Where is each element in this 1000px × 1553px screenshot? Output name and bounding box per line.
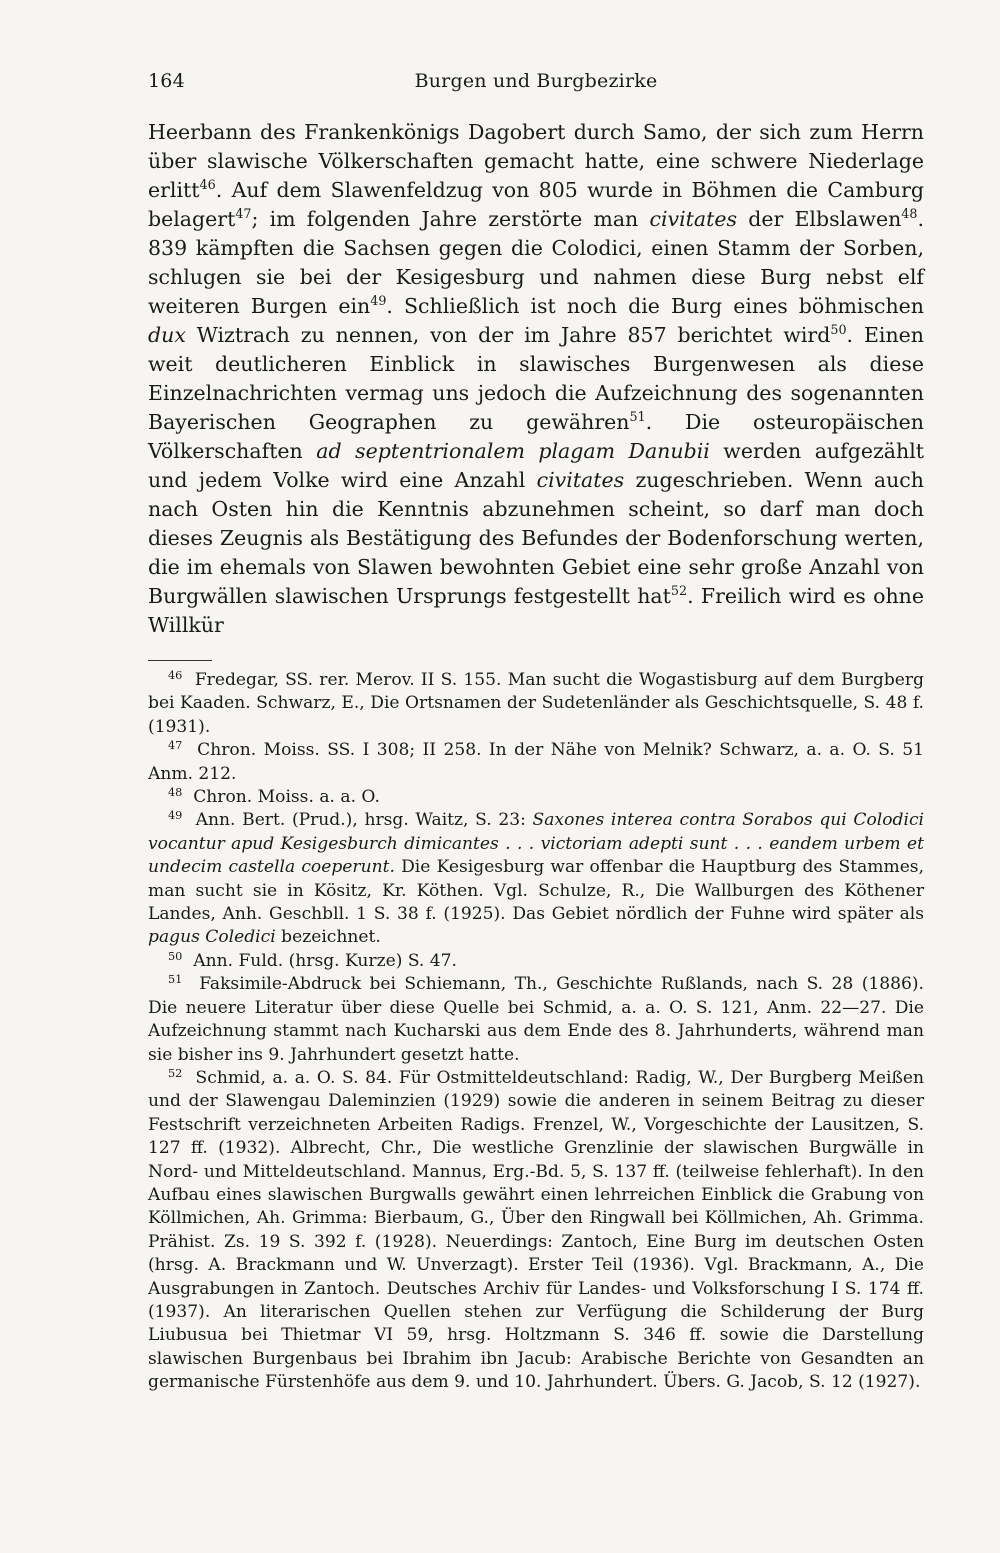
footnote-italic-quote: Saxones interea contra Sorabos qui Colodici vocantur apud Kesigesburch dimicantes . . . victoriam adepti sunt . . . eandem urbem et undecim castella coeperunt.	[148, 810, 924, 878]
running-title: Burgen und Burgbezirke	[414, 70, 658, 92]
text-run: . Auf dem Slawenfeldzug von 805 wurde in Böhmen die Camburg belagert	[148, 178, 924, 231]
body-paragraph	[148, 118, 924, 640]
text-run: Wiztrach zu nennen, von der im Jahre 857 berichtet wird	[185, 323, 831, 347]
footnote-text: Ann. Fuld. (hrsg. Kurze) S. 47.	[193, 950, 457, 971]
text-run: . 839 kämpften die Sachsen gegen die Colodici, einen Stamm der Sorben, schlugen sie bei der Kesigesburg und nahmen diese Burg nebst elf weiteren Burgen ein	[148, 207, 924, 318]
page-header	[148, 70, 924, 106]
text-run: zugeschrieben. Wenn auch nach Osten hin die Kenntnis abzunehmen scheint, so darf man doch dieses Zeugnis als Bestätigung des Befundes der Bodenforschung werten, die im ehemals von Slawen bewohnten Gebiet eine sehr große Anzahl von Burgwällen slawischen Ursprungs festgestellt hat	[148, 468, 924, 608]
footnote-48	[148, 786, 924, 809]
text-run: der Elbslawen	[737, 207, 902, 231]
footnotes	[148, 669, 924, 1395]
footnote-text: Chron. Moiss. a. a. O.	[193, 787, 380, 808]
footnote-47	[148, 739, 924, 786]
footnote-separator	[148, 660, 212, 661]
footnote-text: Chron. Moiss. SS. I 308; II 258. In der Nähe von Melnik? Schwarz, a. a. O. S. 51 Anm. 212.	[148, 740, 925, 784]
footnote-text: Fredegar, SS. rer. Merov. II S. 155. Man sucht die Wogastisburg auf dem Burgberg bei Kaaden. Schwarz, E., Die Ortsnamen der Sudetenländer als Geschichtsquelle, S. 48 f. (1931).	[148, 670, 924, 737]
footnote-ref: 51	[629, 409, 646, 425]
footnote-number: 47	[168, 739, 183, 753]
footnote-text: Schmid, a. a. O. S. 84. Für Ostmitteldeutschland: Radig, W., Der Burgberg Meißen und der Slawengau Daleminzien (1929) sowie die anderen in seinem Beitrag zu dieser Festschrift verzeichneten Arbeiten Radigs. Frenzel, W., Vorgeschichte der Lausitzen, S. 127 ff. (1932). Albrecht, Chr., Die westliche Grenzlinie der slawischen Burgwälle in Nord- und Mitteldeutschland. Mannus, Erg.-Bd. 5, S. 137 ff. (teilweise fehlerhaft). In den Aufbau eines slawischen Burgwalls gewährt einen lehrreichen Einblick die Grabung von Köllmichen, Ah. Grimma: Bierbaum, G., Über den Ringwall bei Köllmichen, Ah. Grimma. Prähist. Zs. 19 S. 392 f. (1928). Neuerdings: Zantoch, Eine Burg im deutschen Osten (hrsg. A. Brackmann und W. Unverzagt). Erster Teil (1936). Vgl. Brackmann, A., Die Ausgrabungen in Zantoch. Deutsches Archiv für Landes- und Volksforschung I S. 174 ff. (1937). An literarischen Quellen stehen zur Verfügung die Schilderung der Burg Liubusua bei Thietmar VI 59, hrsg. Holtzmann S. 346 ff. sowie die Darstellung slawischen Burgenbaus bei Ibrahim ibn Jacub: Arabische Berichte von Gesandten an germanische Fürstenhöfe aus dem 9. und 10. Jahrhundert. Übers. G. Jacob, S. 12 (1927).	[148, 1067, 924, 1393]
book-page	[148, 70, 924, 1395]
italic-term: dux	[148, 323, 186, 347]
italic-term: ad septentrionalem plagam Danubii	[316, 439, 710, 463]
footnote-text: Die Kesigesburg war offenbar die Hauptburg des Stammes, man sucht sie in Kösitz, Kr. Köthen. Vgl. Schulze, R., Die Wallburgen des Köthener Landes, Anh. Geschbll. 1 S. 38 f. (1925). Das Gebiet nördlich der Fuhne wird später als	[148, 857, 925, 925]
text-run: . Schließlich ist noch die Burg eines böhmischen	[386, 294, 924, 318]
footnote-ref: 49	[370, 293, 387, 309]
footnote-number: 52	[168, 1066, 183, 1080]
footnote-number: 50	[168, 949, 183, 963]
italic-term: civitates	[649, 207, 737, 231]
text-run: . Einen weit deutlicheren Einblick in slawisches Burgenwesen als diese Einzelnachrichten vermag uns jedoch die Aufzeichnung des sogenannten Bayerischen Geographen zu gewähren	[148, 323, 925, 434]
footnote-number: 46	[168, 668, 183, 682]
footnote-text: Faksimile-Abdruck bei Schiemann, Th., Geschichte Rußlands, nach S. 28 (1886). Die neuere Literatur über diese Quelle bei Schmid, a. a. O. S. 121, Anm. 22—27. Die Aufzeichnung stammt nach Kucharski aus dem Ende des 8. Jahrhunderts, während man sie bisher ins 9. Jahrhundert gesetzt hatte.	[148, 974, 924, 1065]
footnote-51	[148, 973, 924, 1067]
italic-term: civitates	[536, 468, 625, 492]
footnote-number: 51	[168, 973, 183, 987]
footnote-ref: 52	[670, 583, 688, 599]
footnote-46	[148, 669, 924, 739]
footnote-text: Ann. Bert. (Prud.), hrsg. Waitz, S. 23:	[195, 810, 533, 831]
footnote-number: 48	[168, 785, 183, 799]
footnote-ref: 47	[235, 206, 252, 222]
text-run: . Die osteuropäischen Völkerschaften	[148, 410, 924, 463]
main-text	[148, 118, 924, 640]
footnote-50	[148, 950, 924, 973]
text-run: . Freilich wird es ohne Willkür	[148, 584, 924, 637]
text-run: ; im folgenden Jahre zerstörte man	[251, 207, 650, 231]
footnote-ref: 46	[199, 177, 216, 193]
text-run: Heerbann des Frankenkönigs Dagobert durch Samo, der sich zum Herrn über slawische Völkerschaften gemacht hatte, eine schwere Niederlage erlitt	[148, 120, 924, 202]
footnote-52	[148, 1067, 924, 1395]
footnote-ref: 48	[901, 206, 918, 222]
footnote-text: bezeichnet.	[275, 927, 381, 948]
text-run: werden aufgezählt und jedem Volke wird eine Anzahl	[148, 439, 924, 492]
footnote-italic-term: pagus Coledici	[148, 927, 276, 948]
page-number: 164	[148, 70, 185, 92]
footnote-number: 49	[168, 809, 183, 823]
footnote-ref: 50	[830, 322, 847, 338]
footnote-49	[148, 809, 924, 949]
